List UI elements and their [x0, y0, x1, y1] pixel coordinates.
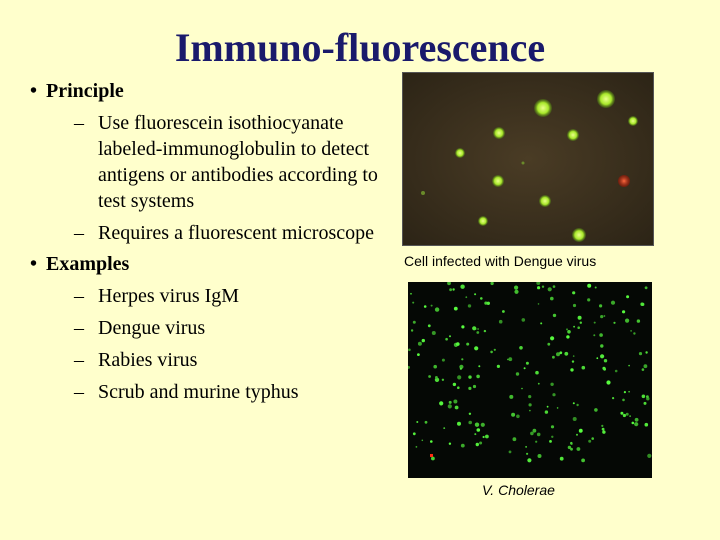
- fluorescent-particle: [499, 320, 503, 324]
- fluorescent-particle: [453, 400, 457, 404]
- fluorescent-particle: [526, 362, 529, 365]
- fluorescent-particle: [535, 371, 539, 375]
- fluorescent-particle: [620, 412, 623, 415]
- fluorescent-particle: [468, 375, 471, 378]
- fluorescent-particle: [594, 408, 598, 412]
- fluorescent-particle: [599, 304, 602, 307]
- fluorescent-particle: [461, 358, 463, 360]
- fluorescent-particle: [622, 399, 625, 402]
- fluorescent-particle: [529, 403, 532, 406]
- dengue-micrograph: [402, 72, 654, 246]
- fluorescent-particle: [521, 388, 523, 390]
- example-item-text: Rabies virus: [98, 349, 198, 371]
- fluorescent-particle: [530, 432, 534, 436]
- fluorescent-particle: [431, 457, 435, 461]
- fluorescent-particle: [411, 329, 413, 331]
- fluorescent-particle: [435, 307, 439, 311]
- fluorescent-particle: [490, 351, 493, 354]
- fluorescent-particle: [545, 410, 548, 413]
- fluorescent-particle: [646, 395, 649, 398]
- fluorescent-particle: [466, 343, 469, 346]
- examples-bullet: [30, 251, 400, 277]
- fluorescent-particle: [449, 288, 452, 291]
- fluorescent-particle: [418, 342, 422, 346]
- fluorescent-particle: [509, 395, 513, 399]
- fluorescent-particle: [510, 358, 512, 360]
- fluorescent-particle: [468, 387, 471, 390]
- fluorescent-particle: [449, 335, 451, 337]
- fluorescent-particle: [449, 443, 451, 445]
- fluorescent-particle: [625, 319, 629, 323]
- bullet-glyph: •: [30, 253, 38, 275]
- fluorescent-particle: [468, 421, 472, 425]
- example-item: [30, 315, 400, 341]
- fluorescent-particle: [556, 352, 560, 356]
- fluorescent-particle: [457, 386, 460, 389]
- fluorescent-particle: [472, 326, 476, 330]
- fluorescent-particle: [448, 404, 452, 408]
- fluorescent-particle: [606, 380, 610, 384]
- fluorescent-particle: [538, 454, 542, 458]
- slide-body: [30, 78, 400, 410]
- fluorescent-particle: [647, 454, 651, 458]
- fluorescent-particle: [422, 339, 425, 342]
- fluorescent-particle: [514, 290, 518, 294]
- example-item-text: Dengue virus: [98, 317, 206, 339]
- fluorescent-particle: [639, 352, 642, 355]
- fluorescent-particle: [644, 402, 647, 405]
- fluorescent-particle: [623, 414, 626, 417]
- fluorescent-particle: [603, 368, 606, 371]
- example-item: [30, 379, 400, 405]
- fluorescent-particle: [633, 332, 635, 334]
- fluorescent-particle: [476, 331, 479, 334]
- fluorescent-particle: [428, 375, 431, 378]
- fluorescent-particle: [595, 287, 597, 289]
- fluorescent-particle: [422, 440, 424, 442]
- fluorescent-particle: [570, 368, 573, 371]
- principle-item-text: Requires a fluorescent microscope: [98, 222, 375, 244]
- fluorescent-particle: [412, 302, 414, 304]
- fluorescent-particle: [428, 324, 431, 327]
- fluorescent-particle: [537, 433, 541, 437]
- fluorescent-particle: [454, 307, 458, 311]
- fluorescent-particle: [640, 303, 643, 306]
- fluorescent-particle: [632, 422, 635, 425]
- fluorescent-particle: [408, 349, 411, 352]
- principle-heading: Principle: [46, 80, 124, 102]
- fluorescent-particle: [573, 355, 575, 357]
- fluorescent-particle: [416, 446, 418, 448]
- fluorescent-particle: [507, 359, 509, 361]
- fluorescent-particle: [613, 322, 615, 324]
- fluorescent-particle: [528, 395, 531, 398]
- fluorescent-particle: [516, 415, 520, 419]
- fluorescent-particle: [637, 319, 640, 322]
- dash-glyph: –: [74, 112, 84, 134]
- fluorescent-particle: [478, 365, 480, 367]
- fluorescent-particle: [509, 451, 512, 454]
- fluorescent-particle: [435, 376, 438, 379]
- fluorescent-particle: [600, 354, 604, 358]
- principle-item: [30, 220, 400, 246]
- fluorescent-particle: [629, 415, 631, 417]
- fluorescent-particle: [596, 357, 598, 359]
- fluorescent-particle: [455, 406, 459, 410]
- principle-item-text: Use fluorescein isothiocyanate labeled-immunoglobulin to detect antigens or antibodies according to test systems: [98, 112, 378, 212]
- principle-item: [30, 110, 400, 214]
- fluorescent-particle: [645, 286, 648, 289]
- fluorescent-particle: [461, 325, 464, 328]
- slide-title: Immuno-fluorescence: [174, 25, 546, 70]
- fluorescent-particle: [424, 305, 427, 308]
- cholerae-micrograph: [408, 282, 652, 478]
- fluorescent-particle: [468, 304, 471, 307]
- fluorescent-particle: [461, 444, 465, 448]
- cholerae-caption: V. Cholerae: [482, 482, 555, 498]
- fluorescent-particle: [628, 365, 630, 367]
- fluorescent-particle: [449, 401, 452, 404]
- fluorescent-particle: [577, 447, 581, 451]
- fluorescent-particle: [480, 297, 483, 300]
- bullet-glyph: •: [30, 80, 38, 102]
- fluorescent-particle: [552, 393, 555, 396]
- fluorescent-particle: [634, 422, 638, 426]
- fluorescent-particle: [425, 421, 428, 424]
- fluorescent-particle: [564, 352, 568, 356]
- fluorescent-particle: [601, 425, 603, 427]
- dash-glyph: –: [74, 222, 84, 244]
- fluorescent-particle: [474, 346, 478, 350]
- fluorescent-particle: [573, 402, 575, 404]
- fluorescent-particle: [483, 436, 485, 438]
- fluorescent-particle: [502, 310, 505, 313]
- dash-glyph: –: [74, 381, 84, 403]
- fluorescent-particle: [587, 298, 590, 301]
- fluorescent-particle: [570, 443, 572, 445]
- fluorescent-particle: [535, 441, 537, 443]
- fluorescent-particle: [477, 428, 481, 432]
- fluorescent-particle: [566, 328, 568, 330]
- fluorescent-particle: [431, 305, 433, 307]
- fluorescent-particle: [645, 423, 649, 427]
- fluorescent-particle: [497, 365, 500, 368]
- fluorescent-particle: [474, 433, 476, 435]
- fluorescent-particle: [593, 334, 595, 336]
- fluorescent-particle: [611, 301, 615, 305]
- fluorescent-particle: [573, 326, 575, 328]
- fluorescent-particle: [430, 440, 433, 443]
- fluorescent-particle: [576, 404, 578, 406]
- dash-glyph: –: [74, 349, 84, 371]
- fluorescent-particle: [551, 436, 553, 438]
- fluorescent-particle: [557, 407, 559, 409]
- fluorescent-particle: [560, 457, 564, 461]
- fluorescent-particle: [580, 322, 582, 324]
- fluorescent-particle: [548, 287, 552, 291]
- fluorescent-particle: [635, 418, 639, 422]
- fluorescent-particle: [413, 321, 416, 324]
- fluorescent-particle: [529, 410, 531, 412]
- fluorescent-particle: [453, 383, 456, 386]
- fluorescent-particle: [538, 303, 540, 305]
- fluorescent-particle: [622, 310, 625, 313]
- fluorescent-particle: [550, 336, 554, 340]
- fluorescent-particle: [553, 285, 556, 288]
- fluorescent-particle: [588, 440, 591, 443]
- dash-glyph: –: [74, 317, 84, 339]
- example-item-text: Scrub and murine typhus: [98, 381, 299, 403]
- fluorescent-particle: [567, 330, 571, 334]
- fluorescent-particle: [538, 383, 540, 385]
- fluorescent-particle: [524, 367, 526, 369]
- fluorescent-particle: [475, 423, 479, 427]
- fluorescent-particle: [577, 326, 580, 329]
- fluorescent-particle: [540, 322, 542, 324]
- fluorescent-particle: [513, 437, 517, 441]
- fluorescent-particle: [550, 297, 554, 301]
- fluorescent-particle: [547, 406, 549, 408]
- fluorescent-particle: [579, 429, 583, 433]
- fluorescent-particle: [481, 423, 485, 427]
- example-item-text: Herpes virus IgM: [98, 285, 240, 307]
- dengue-caption: Cell infected with Dengue virus: [404, 253, 597, 269]
- examples-heading: Examples: [46, 253, 130, 275]
- fluorescent-particle: [417, 353, 420, 356]
- fluorescent-particle: [485, 435, 489, 439]
- fluorescent-particle: [594, 322, 596, 324]
- fluorescent-particle: [578, 316, 582, 320]
- fluorescent-particle: [533, 429, 537, 433]
- fluorescent-particle: [582, 366, 586, 370]
- dengue-micrograph-image: [403, 73, 653, 245]
- fluorescent-particle: [445, 338, 448, 341]
- fluorescent-particle: [514, 286, 518, 290]
- fluorescent-particle: [410, 293, 412, 295]
- fluorescent-particle: [550, 383, 553, 386]
- fluorescent-particle: [642, 368, 645, 371]
- fluorescent-particle: [469, 413, 471, 415]
- fluorescent-particle: [600, 315, 603, 318]
- fluorescent-particle: [576, 434, 578, 436]
- fluorescent-particle: [457, 375, 461, 379]
- fluorescent-particle: [602, 428, 605, 431]
- fluorescent-particle: [479, 442, 482, 445]
- fluorescent-particle: [572, 360, 574, 362]
- fluorescent-particle: [628, 391, 630, 393]
- fluorescent-particle: [460, 285, 464, 289]
- principle-bullet: [30, 78, 400, 104]
- fluorescent-particle: [581, 459, 585, 463]
- fluorescent-particle: [626, 295, 629, 298]
- fluorescent-particle: [452, 288, 454, 290]
- example-item: [30, 283, 400, 309]
- fluorescent-particle: [630, 330, 632, 332]
- dash-glyph: –: [74, 285, 84, 307]
- fluorescent-particle: [591, 437, 594, 440]
- fluorescent-particle: [573, 417, 577, 421]
- fluorescent-particle: [494, 349, 496, 351]
- fluorescent-particle: [549, 440, 552, 443]
- fluorescent-particle: [522, 318, 526, 322]
- fluorescent-particle: [642, 395, 646, 399]
- fluorescent-particle: [477, 328, 479, 330]
- fluorescent-particle: [552, 356, 555, 359]
- fluorescent-particle: [516, 372, 519, 375]
- fluorescent-particle: [553, 314, 556, 317]
- fluorescent-particle: [542, 286, 544, 288]
- fluorescent-particle: [456, 342, 460, 346]
- fluorescent-particle: [511, 413, 515, 417]
- red-marker: [430, 454, 433, 457]
- fluorescent-particle: [519, 346, 523, 350]
- fluorescent-particle: [442, 359, 445, 362]
- fluorescent-particle: [457, 422, 461, 426]
- fluorescent-particle: [602, 430, 605, 433]
- fluorescent-particle: [645, 351, 647, 353]
- fluorescent-particle: [413, 432, 416, 435]
- fluorescent-particle: [465, 296, 467, 298]
- fluorescent-particle: [600, 344, 603, 347]
- fluorescent-particle: [527, 458, 531, 462]
- example-item: [30, 347, 400, 373]
- fluorescent-particle: [626, 413, 629, 416]
- fluorescent-particle: [460, 368, 462, 370]
- fluorescent-particle: [526, 453, 528, 455]
- fluorescent-particle: [443, 427, 445, 429]
- fluorescent-particle: [473, 385, 476, 388]
- fluorescent-particle: [551, 425, 554, 428]
- fluorescent-particle: [416, 421, 418, 423]
- fluorescent-particle: [487, 302, 490, 305]
- fluorescent-particle: [604, 359, 607, 362]
- fluorescent-particle: [568, 446, 571, 449]
- fluorescent-particle: [604, 315, 606, 317]
- fluorescent-particle: [599, 333, 603, 337]
- fluorescent-particle: [476, 443, 479, 446]
- fluorescent-particle: [573, 304, 576, 307]
- fluorescent-particle: [612, 397, 614, 399]
- examples-list: [30, 283, 400, 405]
- fluorescent-particle: [644, 364, 648, 368]
- fluorescent-particle: [484, 330, 486, 332]
- fluorescent-particle: [624, 391, 626, 393]
- fluorescent-particle: [537, 286, 540, 289]
- fluorescent-particle: [566, 335, 569, 338]
- fluorescent-particle: [572, 291, 575, 294]
- fluorescent-particle: [525, 446, 527, 448]
- fluorescent-particle: [442, 379, 444, 381]
- principle-list: [30, 110, 400, 246]
- fluorescent-particle: [587, 284, 591, 288]
- fluorescent-particle: [559, 351, 562, 354]
- fluorescent-particle: [547, 343, 550, 346]
- fluorescent-particle: [439, 401, 443, 405]
- fluorescent-particle: [476, 375, 480, 379]
- fluorescent-particle: [433, 365, 437, 369]
- fluorescent-particle: [432, 331, 436, 335]
- cholerae-micrograph-image: [408, 282, 652, 478]
- fluorescent-particle: [474, 293, 476, 295]
- fluorescent-particle: [615, 370, 618, 373]
